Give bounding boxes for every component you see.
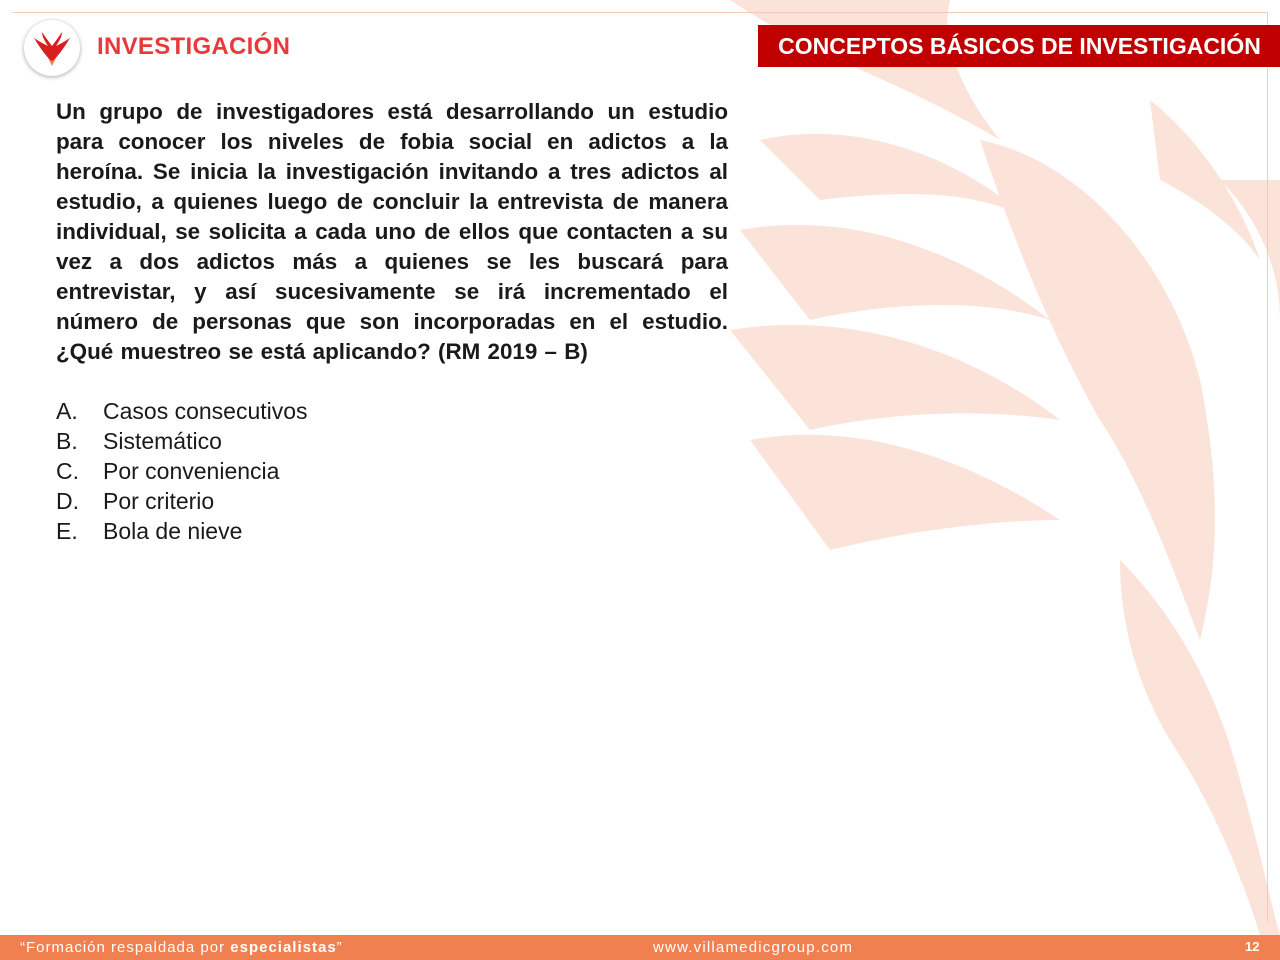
frame-right-line — [1267, 12, 1268, 922]
option-letter: B. — [56, 428, 78, 454]
slogan-emphasis: especialistas — [230, 939, 337, 956]
frame-top-line — [12, 12, 1266, 13]
option-text: Casos consecutivos — [103, 398, 308, 424]
option-text: Por criterio — [103, 488, 215, 514]
option-letter: A. — [56, 398, 78, 424]
option-e — [56, 516, 308, 546]
footer-slogan — [20, 939, 343, 956]
topic-banner: CONCEPTOS BÁSICOS DE INVESTIGACIÓN — [758, 25, 1280, 67]
footer-website-link[interactable]: www.villamedicgroup.com — [653, 939, 854, 956]
answer-options — [56, 396, 308, 546]
section-label: INVESTIGACIÓN — [97, 33, 291, 60]
phoenix-watermark — [700, 0, 1280, 935]
question-text: Un grupo de investigadores está desarrollando un estudio para conocer los niveles de fobia social en adictos a la heroína. Se inicia la investigación invitando a tres adictos al estudio, a quienes luego de concluir la entrevista de manera individual, se solicita a cada uno de ellos que contacten a su vez a dos adictos más a quienes se les buscará para entrevistar, y así sucesivamente se irá incrementado el número de personas que son incorporadas en el estudio. ¿Qué muestreo se está aplicando? (RM 2019 – B) — [56, 99, 728, 364]
option-letter: D. — [56, 488, 79, 514]
option-c — [56, 456, 308, 486]
option-d — [56, 486, 308, 516]
option-text: Sistemático — [103, 428, 222, 454]
page-number: 12 — [1245, 939, 1260, 954]
option-letter: C. — [56, 458, 79, 484]
option-text: Por conveniencia — [103, 458, 280, 484]
slogan-suffix: ” — [336, 939, 343, 956]
option-b — [56, 426, 308, 456]
option-a — [56, 396, 308, 426]
phoenix-logo-icon — [24, 20, 80, 76]
slogan-prefix: “Formación respaldada por — [20, 939, 231, 956]
option-letter: E. — [56, 518, 78, 544]
option-text: Bola de nieve — [103, 518, 243, 544]
footer-bar — [0, 935, 1280, 960]
